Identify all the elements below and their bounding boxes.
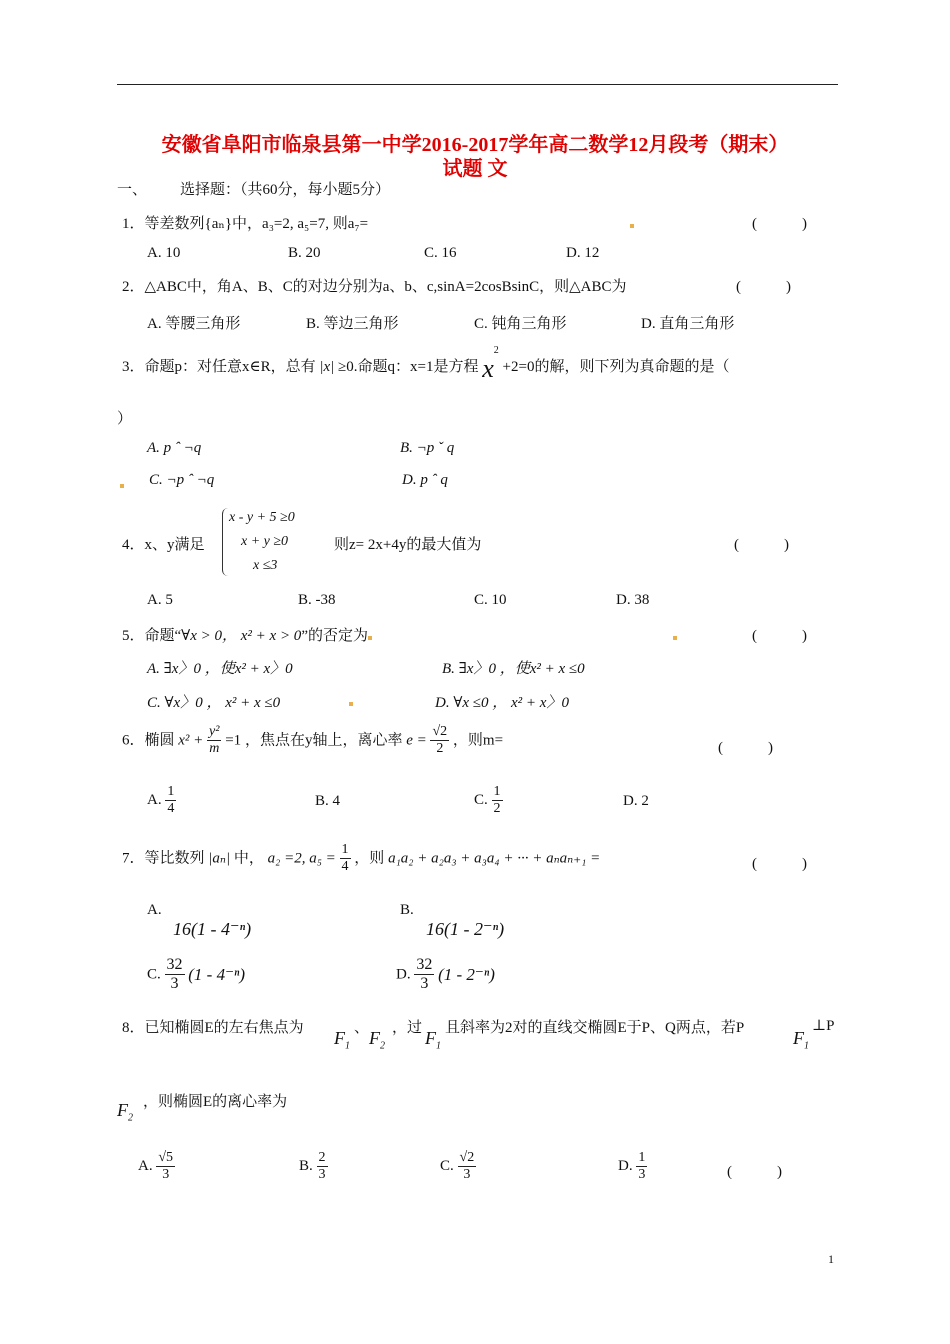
page-number: 1 — [828, 1252, 834, 1266]
question-8-text: 8．已知椭圆E的左右焦点为 — [122, 1020, 304, 1036]
option-den: 3 — [638, 1167, 646, 1183]
question-7-option-b — [400, 902, 504, 940]
option-den: 3 — [420, 975, 429, 993]
question-3-option-a: A. p ˆ ¬q — [147, 440, 202, 456]
option-frac — [165, 956, 185, 994]
question-4-option-a: A. 5 — [147, 592, 173, 608]
question-2-paren: ( ) — [736, 279, 791, 295]
option-den: 2 — [493, 801, 501, 817]
focus-sub: 1 — [804, 1040, 809, 1052]
option-frac — [414, 956, 434, 994]
option-num: 1 — [636, 1150, 647, 1167]
question-1-option-b: B. 20 — [288, 245, 321, 261]
option-frac — [317, 1150, 328, 1183]
question-6-text — [122, 724, 503, 757]
section-label: 选择题：（共60分，每小题5分） — [180, 182, 391, 198]
scan-mark — [673, 636, 677, 640]
question-3-option-b: B. ¬p ˇ q — [400, 440, 455, 456]
option-num: 2 — [317, 1150, 328, 1167]
question-8-option-a — [138, 1150, 175, 1183]
option-expr: 16(1 - 2⁻ⁿ) — [426, 919, 505, 939]
question-4-option-b: B. -38 — [298, 592, 336, 608]
question-1-paren: ( ) — [752, 216, 807, 232]
question-8-f2 — [369, 1028, 385, 1052]
question-6-frac-num: y² — [207, 724, 221, 741]
option-den: 4 — [167, 801, 175, 817]
question-7-text — [122, 842, 600, 875]
question-6-e-den: 2 — [436, 741, 444, 757]
question-8-paren: ( ) — [727, 1164, 782, 1180]
question-6-eq-left: x² + — [178, 732, 204, 749]
question-5-option-d: D. ∀x ≤0 ， x² + x〉0 — [435, 695, 569, 711]
question-5-text-b: ”的否定为 — [301, 628, 368, 644]
option-den: 3 — [318, 1167, 326, 1183]
header-rule — [117, 84, 838, 85]
option-label: C. — [147, 966, 161, 983]
question-4-option-c: C. 10 — [474, 592, 507, 608]
question-8-text-d: ⊥P — [812, 1018, 835, 1034]
option-den: 3 — [162, 1167, 170, 1183]
question-6-frac-den: m — [209, 741, 220, 757]
question-3-text — [122, 345, 730, 384]
question-3-text-a: 3．命题p：对任意x∈R，总有 — [122, 359, 316, 375]
focus-sub: 1 — [345, 1040, 350, 1052]
focus-letter: F — [793, 1028, 804, 1048]
question-3-text-c: +2=0的解，则下列为真命题的是（ — [502, 359, 730, 375]
option-frac — [156, 1150, 175, 1183]
option-label: A. — [147, 792, 162, 809]
question-7-paren: ( ) — [752, 856, 807, 872]
focus-letter: F — [334, 1028, 345, 1048]
scan-mark — [368, 636, 372, 640]
question-7-given-frac — [340, 842, 351, 875]
question-6-text-a: 6．椭圆 — [122, 732, 175, 749]
question-1-text: 1．等差数列{aₙ}中，a₃=2, a₅=7, 则a₇= — [122, 216, 369, 232]
question-8-sep: 、 — [354, 1020, 370, 1036]
option-frac — [636, 1150, 647, 1183]
option-num: √5 — [156, 1150, 175, 1167]
question-7-text-c: ，则 — [354, 850, 385, 867]
question-2-option-a: A. 等腰三角形 — [147, 316, 241, 332]
option-num: 1 — [165, 784, 176, 801]
question-7-option-c — [147, 956, 245, 994]
question-6-e-num: √2 — [430, 724, 449, 741]
question-5-paren: ( ) — [752, 628, 807, 644]
question-8-text-b: ，过 — [392, 1020, 423, 1036]
focus-letter: F — [425, 1028, 436, 1048]
question-6-option-a — [147, 784, 176, 817]
option-label: B. — [299, 1158, 313, 1175]
option-label: D. — [396, 966, 411, 983]
option-num: 32 — [414, 956, 434, 975]
question-6-frac — [207, 724, 221, 757]
question-8-text-c: 且斜率为2对的直线交椭圆E于P、Q两点，若P — [445, 1020, 745, 1036]
question-5-option-c: C. ∀x〉0 ， x² + x ≤0 — [147, 695, 281, 711]
option-frac — [165, 784, 176, 817]
option-label: C. — [474, 792, 488, 809]
question-1-option-d: D. 12 — [566, 245, 600, 261]
question-6-eq-right: =1 — [225, 732, 242, 749]
question-7-given-num: 1 — [340, 842, 351, 859]
question-5-quant: ∀x > 0， x² + x > 0 — [181, 628, 302, 644]
focus-letter: F — [117, 1100, 128, 1120]
question-2-text: 2．△ABC中，角A、B、C的对边分别为a、b、c,sinA=2cosBsinC，则△ABC为 — [122, 279, 627, 295]
question-3-cont: ） — [117, 411, 133, 427]
page-title-line2: 试题 文 — [442, 158, 508, 180]
question-8-option-c — [440, 1150, 476, 1183]
question-4-prefix: 4．x、y满足 — [122, 537, 205, 553]
focus-sub: 1 — [436, 1040, 441, 1052]
option-label: B. — [400, 902, 414, 918]
scan-mark — [630, 224, 634, 228]
system-line-2: x + y ≥0 — [241, 534, 289, 549]
question-1-option-a: A. 10 — [147, 245, 181, 261]
question-2-option-c: C. 钝角三角形 — [474, 316, 567, 332]
option-label: D. — [618, 1158, 633, 1175]
question-3-abs: |x| — [319, 359, 335, 375]
question-4-suffix: 则z= 2x+4y的最大值为 — [334, 537, 482, 553]
question-5-text — [122, 624, 368, 645]
option-num: 32 — [165, 956, 185, 975]
question-5-option-a: A. ∃x〉0 ，使x² + x〉0 — [147, 661, 293, 677]
option-expr: (1 - 2⁻ⁿ) — [438, 964, 495, 984]
system-line-1: x - y + 5 ≥0 — [229, 510, 295, 525]
question-7-text-b: 中， — [233, 850, 264, 867]
question-4-paren: ( ) — [734, 537, 789, 553]
question-3-option-d: D. p ˆ q — [402, 472, 448, 488]
question-6-text-c: ，则m= — [452, 732, 504, 749]
focus-sub: 2 — [380, 1040, 385, 1052]
question-8-f1 — [334, 1028, 350, 1052]
question-8-text-e: ，则椭圆E的离心率为 — [143, 1094, 288, 1110]
option-expr: 16(1 - 4⁻ⁿ) — [173, 919, 252, 939]
option-label: C. — [440, 1158, 454, 1175]
option-den: 3 — [170, 975, 179, 993]
option-label: A. — [147, 902, 162, 918]
question-6-e-label: e = — [406, 732, 427, 749]
question-8-option-d — [618, 1150, 647, 1183]
question-1-option-c: C. 16 — [424, 245, 457, 261]
question-5-option-b: B. ∃x〉0 ，使x² + x ≤0 — [442, 661, 585, 677]
section-number: 一、 — [117, 182, 148, 198]
question-7-text-a: 7．等比数列 — [122, 850, 205, 867]
question-6-text-b: ，焦点在y轴上，离心率 — [244, 732, 403, 749]
question-7-sum: a₁a₂ + a₂a₃ + a₃a₄ + ··· + aₙaₙ₊₁ = — [388, 850, 601, 867]
question-3-text-b: ≥0.命题q：x=1是方程 — [338, 359, 479, 375]
question-5-text-a: 5．命题“ — [122, 628, 182, 644]
option-label: A. — [138, 1158, 153, 1175]
question-6-option-c — [474, 784, 503, 817]
option-frac — [458, 1150, 477, 1183]
option-den: 3 — [463, 1167, 471, 1183]
scan-mark — [120, 484, 124, 488]
system-line-3: x ≤3 — [253, 558, 278, 573]
option-num: √2 — [458, 1150, 477, 1167]
question-7-option-d — [396, 956, 495, 994]
question-4-option-d: D. 38 — [616, 592, 650, 608]
question-8-f2-b — [117, 1100, 133, 1124]
question-8-f1-c — [793, 1028, 809, 1052]
question-7-option-a — [147, 902, 251, 940]
question-8-f1-b — [425, 1028, 441, 1052]
question-2-option-d: D. 直角三角形 — [641, 316, 735, 332]
question-7-given: a₂ =2, a₅ = — [267, 850, 336, 867]
question-6-paren: ( ) — [718, 740, 773, 756]
option-expr: (1 - 4⁻ⁿ) — [188, 964, 246, 984]
option-num: 1 — [492, 784, 503, 801]
option-frac — [492, 784, 503, 817]
question-7-seq: |aₙ| — [208, 850, 231, 867]
question-7-given-den: 4 — [341, 859, 349, 875]
question-8-option-b — [299, 1150, 328, 1183]
question-2-option-b: B. 等边三角形 — [306, 316, 399, 332]
question-6-e-frac — [430, 724, 449, 757]
question-6-option-b: B. 4 — [315, 793, 341, 809]
question-3-var: x — [482, 354, 494, 383]
question-3-exp: 2 — [493, 345, 499, 356]
focus-letter: F — [369, 1028, 380, 1048]
question-6-option-d: D. 2 — [623, 793, 649, 809]
scan-mark — [349, 702, 353, 706]
page-title-line1: 安徽省阜阳市临泉县第一中学2016-2017学年高二数学12月段考（期末） — [161, 134, 789, 156]
question-3-option-c: C. ¬p ˆ ¬q — [149, 472, 215, 488]
focus-sub: 2 — [128, 1112, 133, 1124]
